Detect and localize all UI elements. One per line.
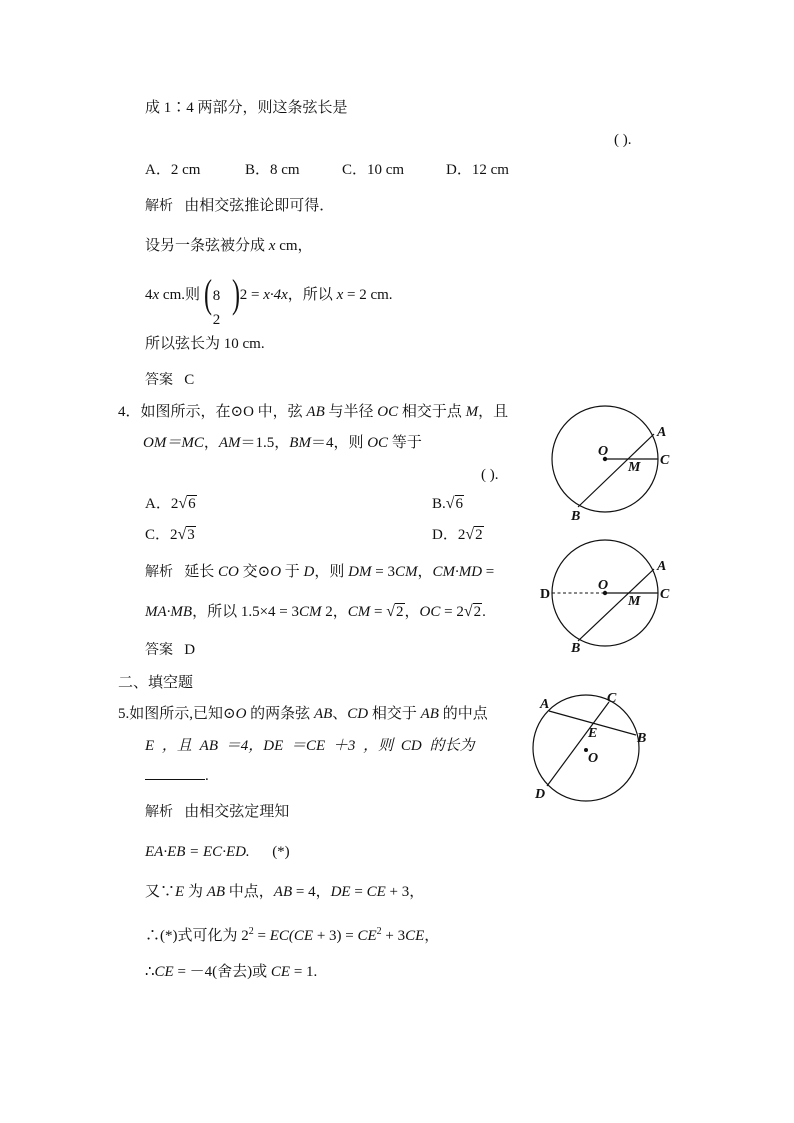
label-b: B: [637, 731, 647, 746]
label-c: C: [607, 691, 617, 706]
answer-label: 答案: [145, 642, 173, 658]
var: O: [270, 564, 282, 580]
chord-cd: [547, 702, 609, 786]
q3-option-a: A．2 cm: [145, 162, 201, 178]
equation: EA·EB = EC·ED.: [145, 844, 250, 860]
text: 设另一条弦被分成: [145, 238, 269, 254]
q3-solution-line2: [145, 236, 313, 256]
text: = －4(舍去)或: [173, 964, 271, 980]
text: 的两条弦: [246, 706, 314, 722]
equation-tag: (*): [272, 844, 290, 860]
q4-option-a: [145, 494, 197, 514]
var: BM: [289, 435, 311, 451]
label-c: C: [660, 587, 670, 602]
text: 4: [145, 287, 153, 303]
var: D: [303, 564, 315, 580]
text: 相交于点: [398, 404, 466, 420]
sqrt: √2: [465, 526, 483, 543]
var: CE: [270, 964, 291, 980]
text: + 3: [381, 928, 406, 944]
var: x: [336, 287, 344, 303]
radicand: 6: [455, 496, 464, 512]
text: = 2 cm.: [343, 287, 393, 303]
var: CM: [394, 564, 418, 580]
fraction-numerator: 8: [212, 287, 221, 304]
text: ＝4，则: [310, 435, 368, 451]
text: =: [482, 564, 495, 580]
text: ，所以 1.5×4 = 3: [192, 604, 299, 620]
text: 于: [281, 564, 304, 580]
q3-solution-line4: 所以弦长为 10 cm.: [145, 336, 265, 352]
label-d: D: [535, 787, 546, 802]
text: cm.则: [159, 287, 200, 303]
var: x: [268, 238, 276, 254]
text: .: [482, 604, 486, 620]
q5-eq3: [145, 922, 439, 946]
sqrt: √6: [178, 495, 196, 512]
text: ，则: [314, 564, 349, 580]
solution-label: 解析: [145, 564, 173, 580]
q5-eq4: [145, 962, 317, 982]
q3-option-c: C．10 cm: [342, 162, 405, 178]
text: A．2: [145, 496, 179, 512]
var: OM＝MC: [143, 435, 204, 451]
q3-option-d: D．12 cm: [446, 162, 509, 178]
var: CE: [366, 884, 386, 900]
text: 相交于: [368, 706, 421, 722]
answer-label: 答案: [145, 372, 173, 388]
var: AB: [206, 884, 226, 900]
fraction-denominator: 2: [212, 311, 221, 328]
superscript: 2: [376, 926, 382, 937]
text: 又∵: [145, 884, 176, 900]
label-o: O: [598, 444, 609, 459]
text: 2，: [321, 604, 348, 620]
sqrt: √3: [177, 526, 195, 543]
sqrt: √2: [463, 603, 482, 620]
var: E: [175, 884, 185, 900]
q5-eq2: [145, 882, 424, 902]
text: 4．如图所示，在⊙O 中，弦: [118, 404, 307, 420]
q4-option-c: [145, 525, 196, 545]
var: CE: [154, 964, 174, 980]
radicand: 3: [187, 527, 195, 543]
var: AB: [306, 404, 325, 420]
label-a: A: [657, 425, 667, 440]
solution-text: 由相交弦推论即可得．: [184, 198, 335, 214]
var: CO: [218, 564, 239, 580]
q5-blank-line: [145, 765, 209, 786]
text: 的中点: [438, 706, 488, 722]
label-d: D: [540, 587, 551, 602]
var: CE: [405, 928, 425, 944]
var: CM·MD: [432, 564, 483, 580]
text: ，: [417, 564, 433, 580]
text: ，: [424, 928, 440, 944]
text: 2 =: [239, 287, 264, 303]
radicand: 2: [396, 604, 404, 620]
text: 为: [184, 884, 207, 900]
text: 等于: [388, 435, 422, 451]
label-o: O: [588, 751, 599, 766]
q3-answer: [145, 370, 194, 390]
var: O: [235, 706, 247, 722]
label-m: M: [628, 460, 641, 475]
solution-label: 解析: [145, 198, 173, 214]
q4-option-b: [432, 494, 464, 514]
figure-q4-solution-circle: [538, 539, 688, 659]
text: ∴: [145, 964, 155, 980]
var: MA·MB: [145, 604, 193, 620]
text: C．2: [145, 527, 178, 543]
var: x: [152, 287, 160, 303]
var: CM: [347, 604, 371, 620]
text: 交⊙: [238, 564, 271, 580]
var: DE: [330, 884, 351, 900]
var: CE: [357, 928, 377, 944]
label-b: B: [571, 641, 581, 656]
radicand: 2: [475, 527, 483, 543]
fraction: ( 8 2 ): [204, 273, 240, 319]
text: = 1.: [290, 964, 318, 980]
var: AM: [218, 435, 241, 451]
var: CD: [347, 706, 369, 722]
text: cm，: [275, 238, 313, 254]
text: =: [350, 884, 367, 900]
sqrt: √6: [445, 495, 464, 512]
radicand: 6: [188, 496, 196, 512]
text: + 3，: [385, 884, 425, 900]
text: .: [205, 768, 209, 784]
solution-label: 解析: [145, 804, 173, 820]
q4-solution-line1: [145, 562, 494, 582]
label-e: E: [588, 726, 598, 741]
var: EC(CE: [269, 928, 314, 944]
var: CM: [299, 604, 322, 620]
label-b: B: [571, 509, 581, 524]
text: = 3: [371, 564, 395, 580]
superscript: 2: [248, 926, 254, 937]
q4-stem-line2: [143, 433, 422, 453]
solution-text: 由相交弦定理知: [184, 804, 290, 820]
sqrt: √2: [386, 603, 404, 620]
text: D．2: [432, 527, 466, 543]
text: ，且: [478, 404, 509, 420]
q4-solution-line2: [145, 602, 486, 622]
text: 中点，: [225, 884, 274, 900]
text: ＝1.5，: [240, 435, 290, 451]
text: = 4，: [292, 884, 331, 900]
var: OC: [419, 604, 441, 620]
text: 、: [332, 706, 348, 722]
text: 延长: [184, 564, 219, 580]
text: ，所以: [287, 287, 337, 303]
q4-answer: [145, 640, 195, 660]
figure-q5-circle: [530, 690, 680, 805]
text: ∴(*)式可化为 2: [145, 928, 249, 944]
q3-solution-line3: [145, 270, 393, 328]
q5-solution: [145, 802, 289, 822]
q4-answer-paren: ( ).: [481, 467, 499, 483]
q4-option-d: [432, 525, 484, 545]
text: + 3) =: [313, 928, 358, 944]
text: ，: [404, 604, 420, 620]
text: ，: [203, 435, 219, 451]
q5-stem-line2: E ，且 AB ＝4，DE ＝CE ＋3 ，则 CD 的长为: [145, 738, 475, 754]
var: OC: [367, 435, 389, 451]
figure-q4-circle: [548, 404, 688, 524]
var: AB: [273, 884, 293, 900]
radicand: 2: [473, 604, 482, 620]
var: AB: [313, 706, 333, 722]
text: 与半径: [324, 404, 378, 420]
var: x·4x: [263, 287, 288, 303]
label-c: C: [660, 453, 670, 468]
var: DM: [348, 564, 372, 580]
q3-option-b: B．8 cm: [245, 162, 300, 178]
label-a: A: [540, 697, 550, 712]
section-heading: 二、填空题: [118, 673, 194, 691]
var: OC: [377, 404, 399, 420]
q5-stem-line1: [118, 704, 488, 724]
q3-solution: [145, 196, 334, 216]
var: M: [465, 404, 479, 420]
answer-blank[interactable]: [145, 765, 205, 780]
label-o: O: [598, 578, 609, 593]
label-a: A: [657, 559, 667, 574]
text: B.: [432, 496, 446, 512]
q3-answer-paren: ( ).: [614, 132, 632, 148]
text: 5.如图所示,已知⊙: [118, 706, 236, 722]
answer-value: D: [184, 642, 196, 658]
label-m: M: [628, 594, 641, 609]
q4-stem-line1: [118, 402, 508, 422]
text: = 2: [440, 604, 464, 620]
var: AB: [420, 706, 439, 722]
text: =: [253, 928, 270, 944]
q3-stem-tail: 成 1∶4 两部分，则这条弦长是: [145, 100, 348, 116]
answer-value: C: [184, 372, 195, 388]
q5-eq1: [145, 842, 290, 862]
text: =: [370, 604, 387, 620]
